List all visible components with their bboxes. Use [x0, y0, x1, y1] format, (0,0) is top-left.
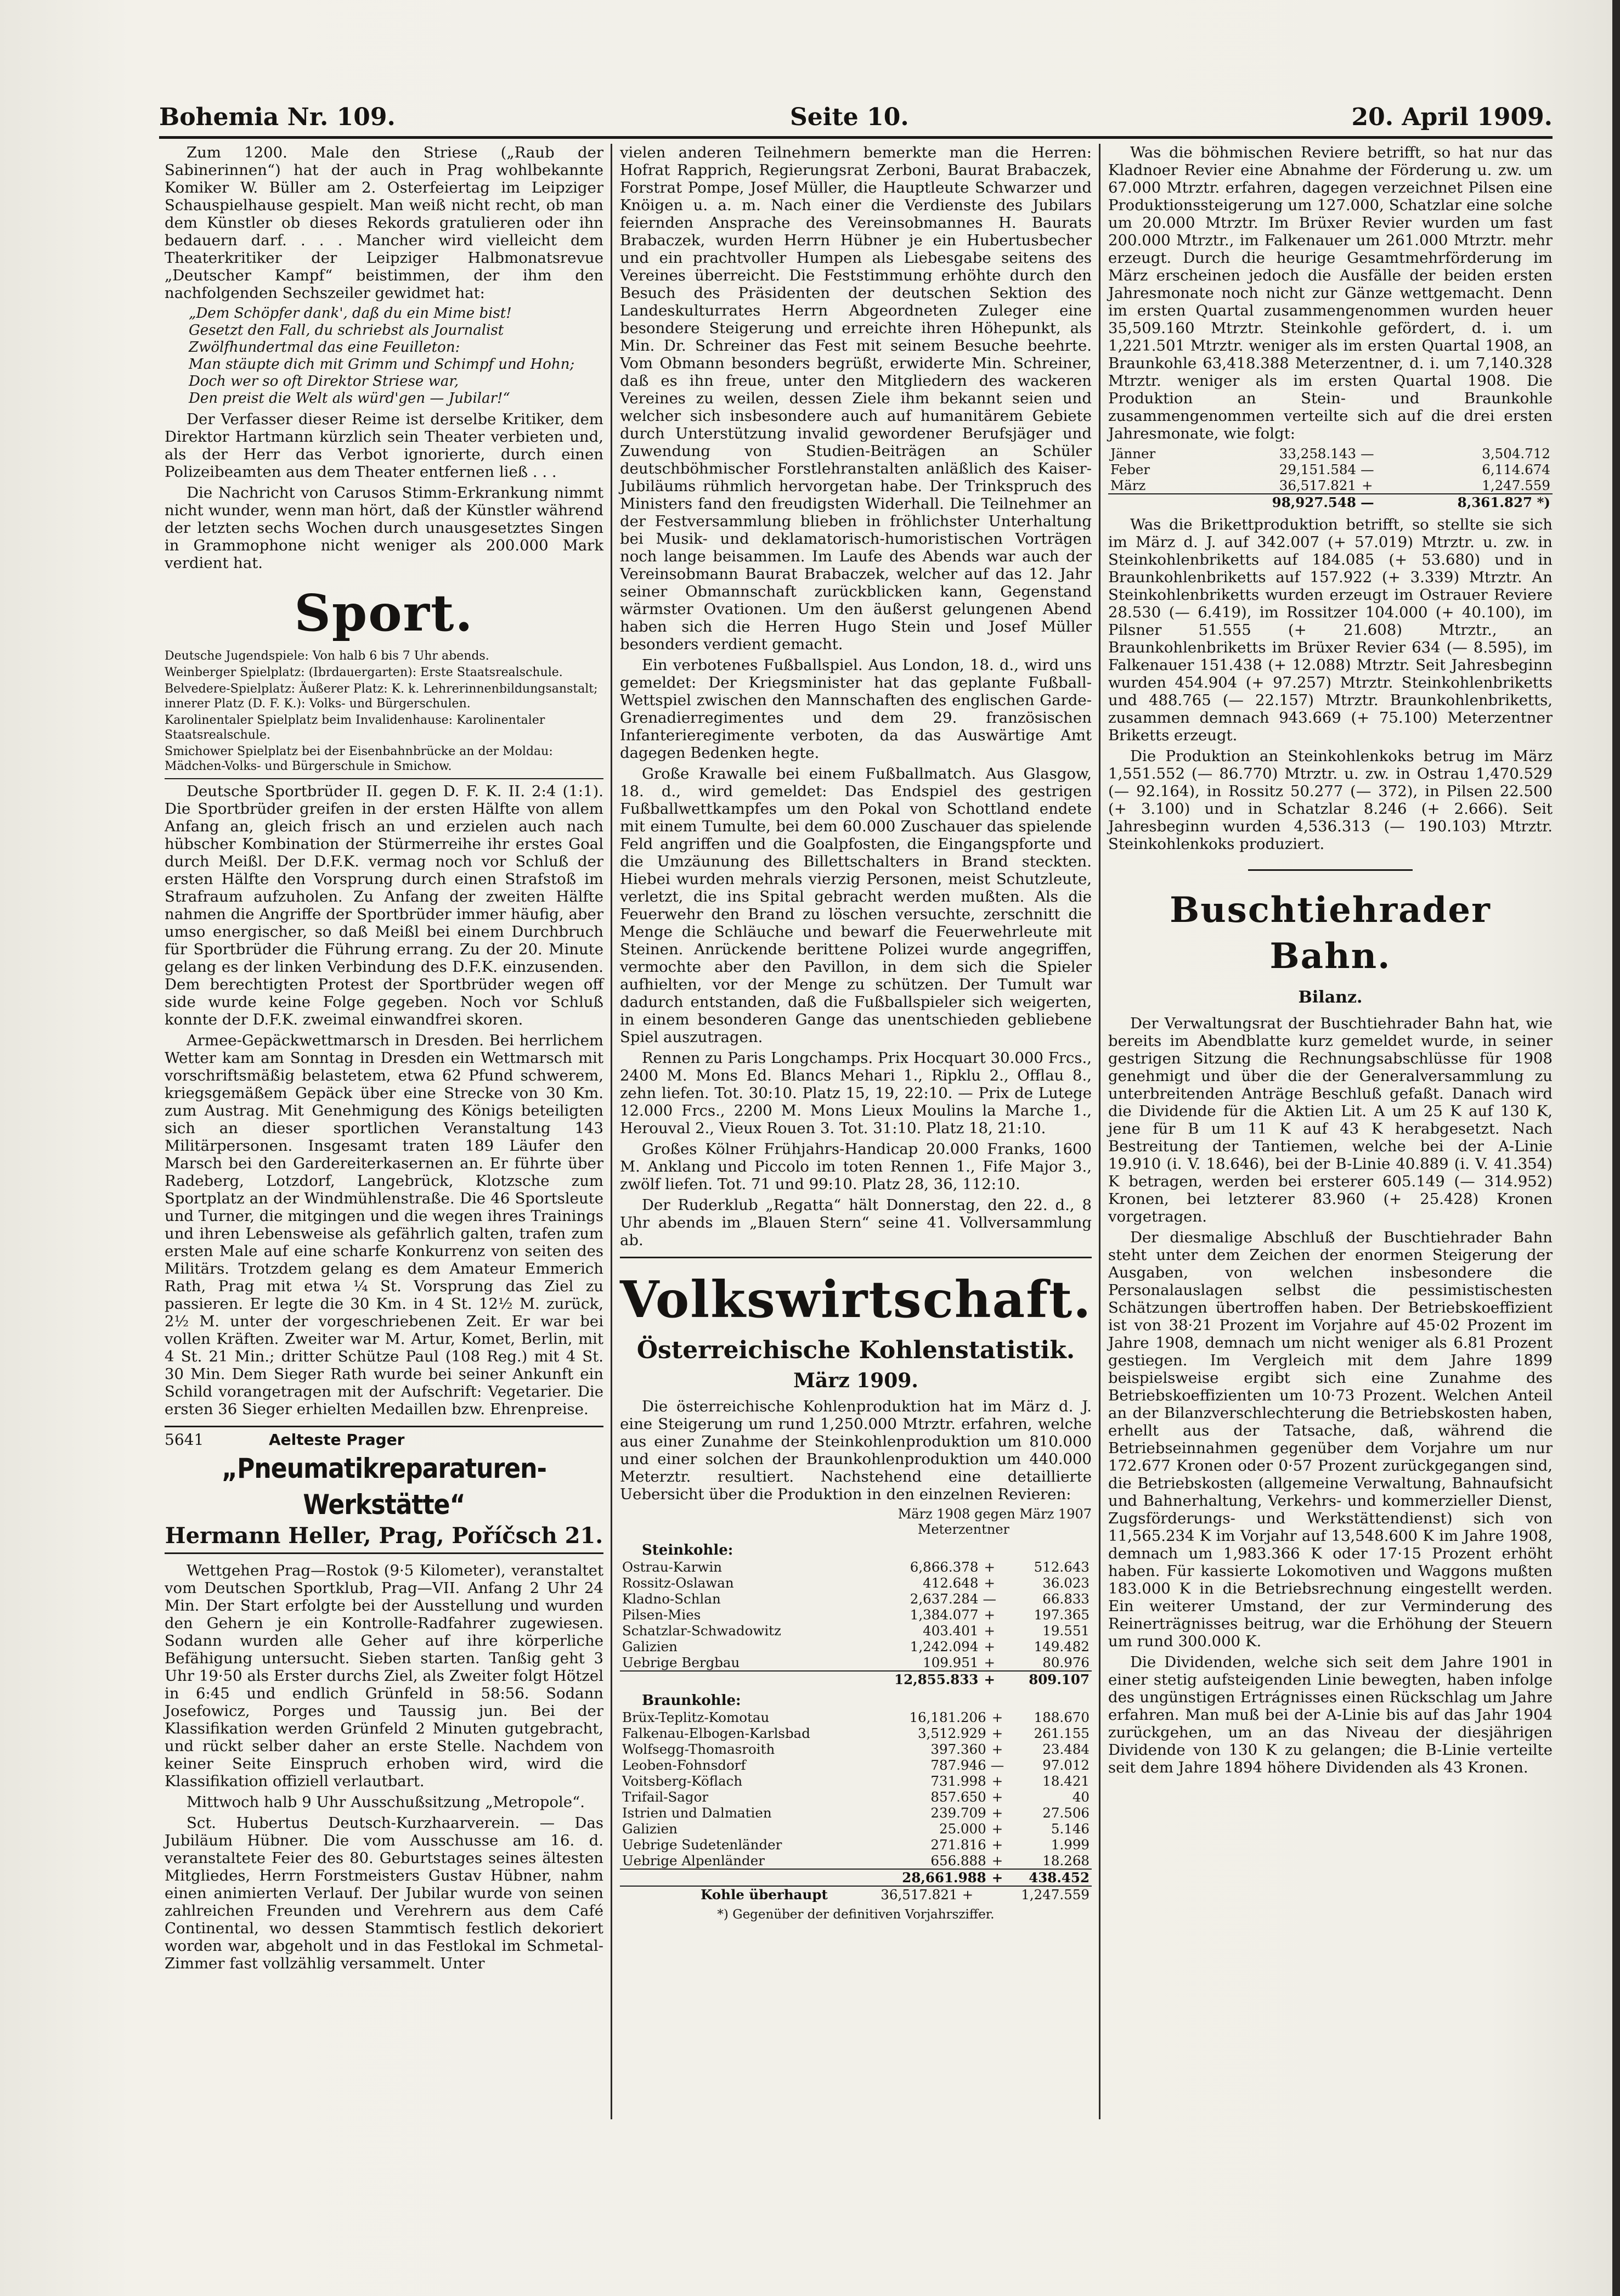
sport-heading: Sport.: [294, 583, 474, 643]
column-rule-1: [611, 144, 612, 2119]
row-label: Trifail-Sagor: [622, 1789, 709, 1805]
hard-coal-table: [620, 1559, 1092, 1687]
table-row: [1108, 446, 1553, 462]
row-value: 1,242.094: [910, 1639, 979, 1655]
row-value: 29,151.584: [1279, 462, 1357, 477]
row-diff: 40: [1072, 1789, 1090, 1805]
paris-races-report: Rennen zu Paris Longchamps. Prix Hocquart 30.000 Frcs., 2400 M. Mons Ed. Blancs Mehari 1., Ripklu 2., Offlau 8., zehn liefen. Tot. 30:10. Platz 15, 19, 22:10. — Prix de Lutege 12.000 Frcs., 2200 M. Mons Lieux Moulins la Marche 1., Herouval 2., Vieux Rouen 3. Tot. 31:10. Platz 18, 21:10.: [620, 1049, 1092, 1137]
row-diff: 188.670: [1034, 1709, 1090, 1725]
table-footnote: *) Gegenüber der definitiven Vorjahrsziffer.: [717, 1907, 995, 1922]
row-diff: 512.643: [1034, 1559, 1090, 1575]
poem-line: „Dem Schöpfer dank', daß du ein Mime bist!: [189, 305, 512, 322]
table-row: [620, 1575, 1092, 1591]
cologne-handicap-report: Großes Kölner Frühjahrs-Handicap 20.000 Franks, 1600 M. Anklang und Piccolo im toten Rennen 1., Fife Major 3., zwölf liefen. Tot. 71 und 99:10. Platz 28, 36, 112:10.: [620, 1140, 1092, 1193]
poem-line: Doch wer so oft Direktor Striese war,: [189, 373, 459, 390]
total-cell: 12,855.833: [854, 1671, 980, 1687]
table-column-header: März 1908 gegen März 1907: [898, 1506, 1092, 1522]
table-row: [620, 1591, 1092, 1607]
total-cell: 809.107: [998, 1671, 1092, 1687]
grand-total-sign: +: [960, 1886, 976, 1903]
coal-statistics-heading: Österreichische Kohlenstatistik.: [636, 1336, 1075, 1364]
youth-games-notice: Deutsche Jugendspiele: Von halb 6 bis 7 Uhr abends.: [165, 649, 489, 663]
poem-line: Gesetzt den Fall, du schriebst als Journalist: [189, 322, 504, 339]
meeting-notice: Mittwoch halb 9 Uhr Ausschußsitzung „Metropole“.: [187, 1793, 585, 1811]
total-cell: +: [980, 1671, 998, 1687]
table-total-row: [1108, 494, 1553, 510]
row-sign: —: [1361, 462, 1374, 477]
row-label: Rossitz-Oslawan: [622, 1575, 734, 1591]
row-label: Ostrau-Karwin: [622, 1559, 722, 1575]
table-row: [620, 1725, 1092, 1741]
smichow-notice: Smichower Spielplatz bei der Eisenbahnbrücke an der Moldau: Mädchen-Volks- und Bürgerschule in Smichow.: [165, 745, 553, 773]
row-label: Galizien: [622, 1821, 678, 1837]
masthead-rule: [159, 136, 1553, 139]
row-sign: —: [1361, 446, 1374, 462]
total-cell: 8,361.827 *): [1376, 494, 1553, 510]
row-diff: 1.999: [1051, 1837, 1090, 1853]
row-sign: +: [984, 1559, 995, 1575]
row-diff: 261.155: [1034, 1725, 1090, 1741]
paper-name: Bohemia Nr. 109.: [159, 103, 396, 131]
walking-race-report: Wettgehen Prag—Rostok (9·5 Kilometer), veranstaltet vom Deutschen Sportklub, Prag—VII. Anfang 2 Uhr 24 Min. Der Start erfolgte bei der Ausstellung und wurden den Gehern je ein Kontrolle-Radfahrer zugewiesen. Sodann wurden alle Geher auf ihre körperliche Befähigung untersucht. Sieben starten. Tanßig geht 3 Uhr 19·50 als Erster durchs Ziel, als Zweiter folgt Hötzel in 6:45 und endlich Grünfeld in 58:56. Sodann Josefowicz, Porges und Taussig jun. Bei der Klassifikation werden Grünfeld 2 Minuten gutgebracht, und rückt selber daher an erste Stelle. Nachdem von keiner Seite Einspruch erhoben wird, wird die Klassifikation offiziell verlautbart.: [165, 1562, 603, 1790]
table-row: [620, 1639, 1092, 1655]
grand-total-value: 36,517.821: [830, 1886, 960, 1903]
row-sign: +: [1362, 477, 1373, 493]
briquette-paragraph: Was die Brikettproduktion betrifft, so stellte sie sich im März d. J. auf 342.007 (+ 57.019) Mtrztr. u. zw. in Steinkohlenbriketts auf 184.085 (+ 53.680) und in Braunkohlenbriketts auf 157.922 (+ 3.339) Mtrztr. An Steinkohlenbriketts wurden erzeugt im Ostrauer Reviere 28.530 (— 6.419), im Rossitzer 104.000 (+ 40.100), im Pilsner 51.555 (+ 21.608) Mtrztr., an Braunkohlenbriketts im Brüxer Revier 634 (— 8.595), im Falkenauer 151.438 (+ 12.088) Mtrztr. Seit Jahresbeginn wurden 454.904 (+ 97.257) Mtrztr. Steinkohlenbriketts und 488.765 (— 22.157) Mtrztr. Braunkohlenbriketts, zusammen demnach 943.669 (+ 75.100) Meterzentner Briketts erzeugt.: [1108, 516, 1553, 744]
table-row: [620, 1709, 1092, 1725]
grand-total-diff: 1,247.559: [975, 1886, 1092, 1903]
row-diff: 27.506: [1042, 1805, 1090, 1821]
row-diff: 3,504.712: [1482, 446, 1550, 462]
rowing-club-notice: Der Ruderklub „Regatta“ hält Donnerstag, den 22. d., 8 Uhr abends im „Blauen Stern“ seine 41. Vollversammlung ab.: [620, 1196, 1092, 1249]
table-row: [620, 1741, 1092, 1757]
row-sign: +: [991, 1709, 1003, 1725]
total-spacer: [620, 1671, 854, 1687]
row-sign: +: [991, 1805, 1003, 1821]
row-diff: 97.012: [1042, 1757, 1090, 1773]
row-diff: 66.833: [1042, 1591, 1090, 1607]
table-row: [620, 1853, 1092, 1869]
row-diff: 36.023: [1042, 1575, 1090, 1591]
dividends-paragraph: Die Dividenden, welche sich seit dem Jahre 1901 in einer stetig aufsteigenden Linie bewegten, haben infolge des ungünstigen Ertrágnisses einen Rückschlag um Jahre erfahren. Man muß bei der A-Linie bis auf das Jahr 1904 zurückgehen, um an das Niveau der diesjährigen Dividende von 130 K zu gelangen; die B-Linie verteilte seit dem Jahre 1894 höhere Dividenden als 43 Kronen.: [1108, 1653, 1553, 1776]
table-row: [1108, 462, 1553, 477]
coke-paragraph: Die Produktion an Steinkohlenkoks betrug im März 1,551.552 (— 86.770) Mtrztr. u. zw. in Ostrau 1,470.529 (— 92.164), in Rossitz 50.277 (— 372), in Pilsen 22.500 (+ 3.100) und in Schatzlar 8.246 (+ 2.666). Seit Jahresbeginn wurden 4,536.313 (— 190.103) Mtrztr. Steinkohlenkoks produziert.: [1108, 747, 1553, 853]
hard-coal-label: Steinkohle:: [642, 1542, 733, 1558]
grand-total-label: Kohle überhaupt: [620, 1886, 830, 1903]
ad-headline: „Pneumatikreparaturen-Werkstätte“: [222, 1453, 546, 1521]
row-value: 787.946: [930, 1757, 986, 1773]
coal-intro: Die österreichische Kohlenproduktion hat im März d. J. eine Steigerung um rund 1,250.000 Mtrztr. erfahren, welche aus einer Zunahme der Steinkohlenproduktion um 810.000 und einer solchen der Braunkohlenproduktion um 440.000 Meterztr. resultiert. Nachstehend eine detaillierte Uebersicht über die Produktion in den einzelnen Revieren:: [620, 1398, 1092, 1503]
poem: [189, 305, 603, 407]
table-row: [620, 1773, 1092, 1789]
bohemian-districts-paragraph: Was die böhmischen Reviere betrifft, so hat nur das Kladnoer Revier eine Abnahme der Förderung u. zw. um 67.000 Mtrztr. erfahren, dagegen verzeichnet Pilsen eine Produktionssteigerung um 127.000, Schatzlar eine solche um 20.000 Mtrztr. Im Brüxer Revier wurden um fast 200.000 Mtrztr., im Falkenauer um 261.000 Mtrztr. mehr erzeugt. Durch die heurige Gesamtmehrförderung im März erscheinen jedoch die Ausfälle der beiden ersten Jahresmonate noch nicht zur Gänze wettgemacht. Denn im ersten Quartal zusammengenommen wurden heuer 35,509.160 Mtrztr. Steinkohle gefördert, d. i. um 1,221.501 Mtrztr. weniger als im ersten Quartal 1908, an Braunkohle 63,418.388 Meterzentner, d. i. um 7,140.328 Mtrztr. weniger als im ersten Quartal 1908. Die Produktion an Stein- und Braunkohle zusammengenommen verteilte sich auf die drei ersten Jahresmonate, wie folgt:: [1108, 144, 1553, 442]
hubertus-continued: vielen anderen Teilnehmern bemerkte man die Herren: Hofrat Rapprich, Regierungsrat Zerboni, Baurat Brabaczek, Forstrat Pompe, Josef Müller, die Hauptleute Schwarzer und Knöigen u. a. m. Nach einer die Verdienste des Jubilars feiernden Ansprache des Vereinsobmannes H. Baurats Brabaczek, wurden Herrn Hübner je ein Hubertusbecher und ein prachtvoller Humpen als Liebesgabe seitens des Vereines überreicht. Die Feststimmung erhöhte durch den Besuch des Präsidenten der deutschen Sektion des Landeskulturrates Herrn Abgeordneten Zuleger eine besondere Steigerung und erreichte ihren Höhepunkt, als Min. Dr. Schreiner das Fest mit seinem Besuche beehrte. Vom Obmann besonders begrüßt, erwiderte Min. Schreiner, daß es ihn freue, unter den Mitgliedern des wackeren Vereines zu weilen, dessen Ziele ihm bekannt seien und welcher sich insbesondere auch auf humanitärem Gebiete durch Unterstützung invalid gewordener Berufsjäger und Zuwendung von Studien-Beiträgen an Schüler deutschböhmischer Forstlehranstalten anläßlich des Kaiser-Jubiläums rühmlich hervorgetan habe. Der Trinkspruch des Ministers fand den freudigsten Widerhall. Die Teilnehmer an der Festversammlung blieben in fröhlichster Unterhaltung bei Musik- und deklamatorisch-humoristischen Vorträgen noch lange beisammen. Im Laufe des Abends war auch der Vereinsobmann Baurat Brabaczek, welcher auf das 12. Jahr seiner Obmannschaft zurückblicken kann, Gegenstand wärmster Ovationen. Um den äußerst gelungenen Abend haben sich die Herren Hugo Stein und Josef Müller besonders verdient gemacht.: [620, 144, 1092, 653]
advertisement: [165, 1426, 603, 1554]
row-sign: +: [984, 1655, 995, 1670]
coal-statistics-month: März 1909.: [793, 1369, 918, 1392]
row-diff: 6,114.674: [1482, 462, 1550, 477]
row-value: 403.401: [923, 1623, 979, 1639]
divider: [165, 778, 603, 779]
brown-coal-table: [620, 1709, 1092, 1886]
row-sign: —: [983, 1591, 996, 1607]
table-row: [620, 1623, 1092, 1639]
row-diff: 149.482: [1034, 1639, 1090, 1655]
row-label: Jänner: [1110, 446, 1156, 462]
expenses-paragraph: Der diesmalige Abschluß der Buschtiehrader Bahn steht unter dem Zeichen der enormen Steigerung der Ausgaben, von welchen insbesondere die Personalauslagen selbst die pessimistischesten Schätzungen übertroffen haben. Der Betriebskoeffizient ist von 38·21 Prozent im Vorjahre auf 45·02 Prozent im Jahre 1908, demnach um nicht weniger als 6.81 Prozent gestiegen. Im Vergleich mit dem Jahre 1899 beispielsweise ergibt sich eine Zunahme des Betriebskoeffizienten um 10·73 Prozent. Welchen Anteil an der Bilanzverschlechterung die Betriebskosten haben, erhellt aus der Tatsache, daß, während die Betriebseinnahmen gegenüber dem Vorjahre um nur 172.677 Kronen oder 0·57 Prozent zurückgegangen sind, die Betriebskosten (allgemeine Verwaltung, Bahnaufsicht und Bahnerhaltung, Verkehrs- und kommerzieller Dienst, Zugsförderungs- und Werkstättendienst) sich von 11,565.234 K im Vorjahr auf 13,548.600 K im Jahre 1908, demnach um 1,983.366 K oder 17·15 Prozent erhöht haben. Für kassierte Lokomotiven und Waggons mußten 183.000 K in die Betriebsrechnung eingestellt werden. Ein weiterer Umstand, der zur Verminderung des Reinerträgnisses beitrug, war die Erhöhung der Steuern um rund 300.000 K.: [1108, 1229, 1553, 1650]
ad-number: 5641: [165, 1431, 204, 1449]
table-unit-header: Meterzentner: [917, 1522, 1009, 1537]
monthly-table: [1108, 446, 1553, 510]
row-diff: 80.976: [1042, 1655, 1090, 1670]
railway-heading: Buschtiehrader Bahn.: [1170, 890, 1491, 977]
hubertus-article: Sct. Hubertus Deutsch-Kurzhaarverein. — Das Jubiläum Hübner. Die vom Ausschusse am 16. d. veranstaltete Feier des 80. Geburtstages seines ältesten Mitgliedes, Herrn Forstmeisters Gustav Hübner, nahm einen animierten Verlauf. Der Jubilar wurde von seinen zahlreichen Freunden und Verehrern aus dem Café Continental, wo dessen Stammtisch festlich dekoriert worden war, abgeholt und in das Festlokal im Schmetal-Zimmer fast vollzählig versammelt. Unter: [165, 1814, 603, 1972]
row-sign: +: [984, 1623, 995, 1639]
belvedere-notice: Belvedere-Spielplatz: Äußerer Platz: K. k. Lehrerinnenbildungsanstalt; innerer Platz (D. F. K.): Volks- und Bürgerschulen.: [165, 682, 598, 711]
row-label: Uebrige Alpenländer: [622, 1853, 765, 1869]
row-label: Brüx-Teplitz-Komotau: [622, 1709, 770, 1725]
row-diff: 23.484: [1042, 1741, 1090, 1757]
masthead: [159, 103, 1553, 136]
table-row: [620, 1821, 1092, 1837]
table-row: [620, 1837, 1092, 1853]
row-value: 33,258.143: [1279, 446, 1357, 462]
poem-line: Zwölfhundertmal das eine Feuilleton:: [189, 339, 460, 356]
total-spacer: [620, 1869, 872, 1886]
forbidden-match-report: Ein verbotenes Fußballspiel. Aus London, 18. d., wird uns gemeldet: Der Kriegsminister hat das geplante Fußball-Wettspiel zwischen den Mannschaften des englischen Garde-Grenadierregimentes und dem 29. französischen Infanterieregimente verboten, da das Auswärtige Amt dagegen Bedenken hegte.: [620, 656, 1092, 762]
row-value: 1,384.077: [910, 1607, 979, 1623]
row-sign: +: [991, 1789, 1003, 1805]
karolinental-notice: Karolinentaler Spielplatz beim Invalidenhause: Karolinentaler Staatsrealschule.: [165, 713, 545, 742]
football-report: Deutsche Sportbrüder II. gegen D. F. K. II. 2:4 (1:1). Die Sportbrüder greifen in der ersten Hälfte von allem Anfang an, gleich frisch an und erzielen auch nach hübscher Kombination der Stürmerreihe ihr erstes Goal durch Meißl. Der D.F.K. vermag noch vor Schluß der ersten Hälfte den Vorsprung durch einen Strafstoß im Strafraum aufzuholen. Zu Anfang der zweiten Hälfte nahmen die Angriffe der Sportbrüder immer häufig, aber umso energischer, so daß Meißl bei einem Durchbruch für Sportbrüder die Führung errang. Zu der 20. Minute gelang es der linken Verbindung des D.F.K. einzusenden. Dem berechtigten Protest der Sportbrüder wegen off side wurde keine Folge gegeben. Noch vor Schluß konnte der D.F.K. zweimal einwandfrei skoren.: [165, 783, 603, 1028]
row-sign: +: [984, 1639, 995, 1655]
row-label: Uebrige Sudetenländer: [622, 1837, 782, 1853]
ad-owner: Hermann Heller, Prag, Poříčsch 21.: [165, 1523, 603, 1549]
total-cell: 28,661.988: [872, 1869, 989, 1886]
weinberg-notice: Weinberger Spielplatz: (Ibrdauergarten): Erste Staatsrealschule.: [165, 666, 563, 679]
row-value: 25.000: [939, 1821, 986, 1837]
total-cell: +: [989, 1869, 1007, 1886]
column-1: [165, 144, 603, 1976]
dresden-march-report: Armee-Gepäckwettmarsch in Dresden. Bei herrlichem Wetter kam am Sonntag in Dresden ein Wettmarsch mit vorschriftsmäßig belastetem, etwa 62 Pfund schwerem, kriegsgemäßem Gepäck über eine Strecke von 30 Km. zum Austrag. Mit Genehmigung des Königs beteiligten sich an dieser sportlichen Veranstaltung 143 Militärpersonen. Insgesamt traten 189 Läufer den Marsch bei den Gardereiterkasernen an. Er führte über Radeberg, Lotzdorf, Langebrück, Klotzsche zum Sportplatz an der Windmühlenstraße. Die 46 Sportsleute und Turner, die mitgingen und die wegen ihres Trainings und ihren Lebensweise als gefährlich galten, trafen zum ersten Male auf eine scharfe Konkurrenz von seiten des Militärs. Trotzdem gelang es dem Amateur Emmerich Rath, Prag mit etwa ¼ St. Vorsprung das Ziel zu passieren. Er legte die 30 Km. in 4 St. 12½ M. zurück, 2½ M. unter der vorgeschriebenen Zeit. Er war bei vollen Kräften. Zweiter war M. Artur, Komet, Berlin, mit 4 St. 21 Min.; dritter Schütze Paul (108 Reg.) mit 4 St. 30 Min. Dem Sieger Rath wurde bei seiner Ankunft ein Schild vorangetragen mit der Aufschrift: Vegetarier. Die ersten 36 Sieger erhielten Medaillen bzw. Ehrenpreise.: [165, 1032, 603, 1418]
caruso-article: Die Nachricht von Carusos Stimm-Erkrankung nimmt nicht wunder, wenn man hört, daß der Künstler während der letzten sechs Wochen durch unausgesetztes Singen in Grammophone nicht weniger als 200.000 Mark verdient hat.: [165, 484, 603, 572]
board-paragraph: Der Verwaltungsrat der Buschtiehrader Bahn hat, wie bereits im Abendblatte kurz gemeldet wurde, in seiner gestrigen Sitzung die Rechnungsabschlüsse für 1908 genehmigt und über die der Generalversammlung zu unterbreitenden Anträge Beschluß gefaßt. Danach wird die Dividende für die Aktien Lit. A um 25 K auf 130 K, jene für B um 11 K auf 43 K herabgesetzt. Nach Bestreitung der Tantiemen, welche bei der A-Linie 19.910 (i. V. 18.646), bei der B-Linie 40.889 (i. V. 41.354) K betragen, werden bei ersterer 605.149 (— 314.952) Kronen, bei letzterer 83.960 (+ 25.428) Kronen vorgetragen.: [1108, 1015, 1553, 1225]
column-3: [1108, 144, 1553, 1780]
row-label: Uebrige Bergbau: [622, 1655, 740, 1670]
page-edge: [1612, 0, 1620, 2296]
row-value: 3,512.929: [918, 1725, 986, 1741]
row-sign: +: [984, 1607, 995, 1623]
row-label: Istrien und Dalmatien: [622, 1805, 772, 1821]
row-label: Wolfsegg-Thomasroith: [622, 1741, 775, 1757]
row-label: Leoben-Fohnsdorf: [622, 1757, 746, 1773]
table-total-row: [620, 1869, 1092, 1886]
row-sign: +: [991, 1725, 1003, 1741]
row-value: 239.709: [930, 1805, 986, 1821]
table-row: [620, 1886, 1092, 1903]
table-total-row: [620, 1671, 1092, 1687]
row-value: 36,517.821: [1279, 477, 1357, 493]
row-label: März: [1110, 477, 1146, 493]
row-diff: 1,247.559: [1482, 477, 1550, 493]
glasgow-riot-report: Große Krawalle bei einem Fußballmatch. Aus Glasgow, 18. d., wird gemeldet: Das Endspiel des gestrigen Fußballwettkampfes um den Pokal von Schottland endete mit einem Tumulte, bei dem 60.000 Zuschauer das spielende Feld angriffen und die Goalpfosten, die Eingangspforte und die Umzäunung des Billettschalters in Brand steckten. Hiebei wurden mehrals vierzig Personen, meist Schutzleute, verletzt, die ins Spital gebracht werden mußten. Als die Feuerwehr den Brand zu löschen versuchte, zerschnitt die Menge die Schläuche und bewarf die Feuerwehrleute mit Steinen. Anrückende berittene Polizei wurde angegriffen, vermochte aber den Pavillon, in dem sich die Spieler aufhielten, vor der Menge zu schützen. Der Tumult war dadurch entstanden, daß die Fußballspieler sich weigerten, in einem besonderen Gange das unentschieden gebliebene Spiel auszutragen.: [620, 765, 1092, 1046]
row-sign: +: [991, 1741, 1003, 1757]
row-label: Schatzlar-Schwadowitz: [622, 1623, 781, 1639]
divider: [620, 1257, 1092, 1258]
row-sign: +: [991, 1837, 1003, 1853]
table-row: [620, 1789, 1092, 1805]
table-row: [1108, 477, 1553, 494]
critic-paragraph: Der Verfasser dieser Reime ist derselbe Kritiker, dem Direktor Hartmann kürzlich sein Theater verbieten und, als der Herr das Verbot ignorierte, durch einen Polizeibeamten aus dem Theater entfernen ließ . . .: [165, 410, 603, 481]
table-row: [620, 1559, 1092, 1575]
row-diff: 197.365: [1034, 1607, 1090, 1623]
row-sign: —: [990, 1757, 1004, 1773]
row-value: 16,181.206: [909, 1709, 986, 1725]
column-2: [620, 144, 1092, 1922]
row-sign: +: [984, 1575, 995, 1591]
total-spacer: [1108, 494, 1198, 510]
divider: [1248, 869, 1413, 871]
row-label: Kladno-Schlan: [622, 1591, 721, 1607]
row-sign: +: [991, 1821, 1003, 1837]
table-row: [620, 1655, 1092, 1671]
row-sign: +: [991, 1853, 1003, 1869]
total-cell: —: [1358, 494, 1376, 510]
row-label: Feber: [1110, 462, 1150, 477]
row-label: Galizien: [622, 1639, 678, 1655]
poem-line: Man stäupte dich mit Grimm und Schimpf und Hohn;: [189, 356, 575, 373]
row-diff: 18.421: [1042, 1773, 1090, 1789]
balance-heading: Bilanz.: [1298, 988, 1363, 1007]
row-value: 271.816: [930, 1837, 986, 1853]
total-cell: 98,927.548: [1198, 494, 1358, 510]
row-value: 412.648: [923, 1575, 979, 1591]
row-value: 6,866.378: [910, 1559, 979, 1575]
row-value: 2,637.284: [910, 1591, 979, 1607]
issue-date: 20. April 1909.: [1351, 103, 1553, 131]
row-sign: +: [991, 1773, 1003, 1789]
brown-coal-label: Braunkohle:: [642, 1692, 741, 1709]
row-label: Voitsberg-Köflach: [622, 1773, 743, 1789]
row-diff: 5.146: [1051, 1821, 1090, 1837]
row-value: 731.998: [930, 1773, 986, 1789]
row-label: Pilsen-Mies: [622, 1607, 701, 1623]
ad-tagline: Aelteste Prager: [269, 1431, 405, 1449]
row-diff: 19.551: [1042, 1623, 1090, 1639]
row-diff: 18.268: [1042, 1853, 1090, 1869]
total-cell: 438.452: [1006, 1869, 1092, 1886]
table-row: [620, 1805, 1092, 1821]
economy-heading: Volkswirtschaft.: [620, 1270, 1092, 1329]
poem-line: Den preist die Welt als würd'gen — Jubilar!“: [189, 390, 510, 407]
column-rule-2: [1099, 144, 1100, 2119]
row-value: 656.888: [930, 1853, 986, 1869]
coal-grand-total: [620, 1886, 1092, 1903]
table-row: [620, 1757, 1092, 1773]
row-label: Falkenau-Elbogen-Karlsbad: [622, 1725, 810, 1741]
page-number: Seite 10.: [790, 103, 909, 131]
striese-article: Zum 1200. Male den Striese („Raub der Sabinerinnen“) hat der auch in Prag wohlbekannte Komiker W. Büller am 2. Osterfeiertag im Leipziger Schauspielhause gespielt. Man weiß nicht recht, ob man dem Künstler ob dieses Rekords gratulieren oder ihn bedauern darf. . . . Mancher wird vielleicht dem Theaterkritiker der Leipziger Halbmonatsrevue „Deutscher Kampf“ beistimmen, der ihm den nachfolgenden Sechszeiler gewidmet hat:: [165, 144, 603, 302]
row-value: 397.360: [930, 1741, 986, 1757]
table-row: [620, 1607, 1092, 1623]
row-value: 857.650: [930, 1789, 986, 1805]
row-value: 109.951: [923, 1655, 979, 1670]
